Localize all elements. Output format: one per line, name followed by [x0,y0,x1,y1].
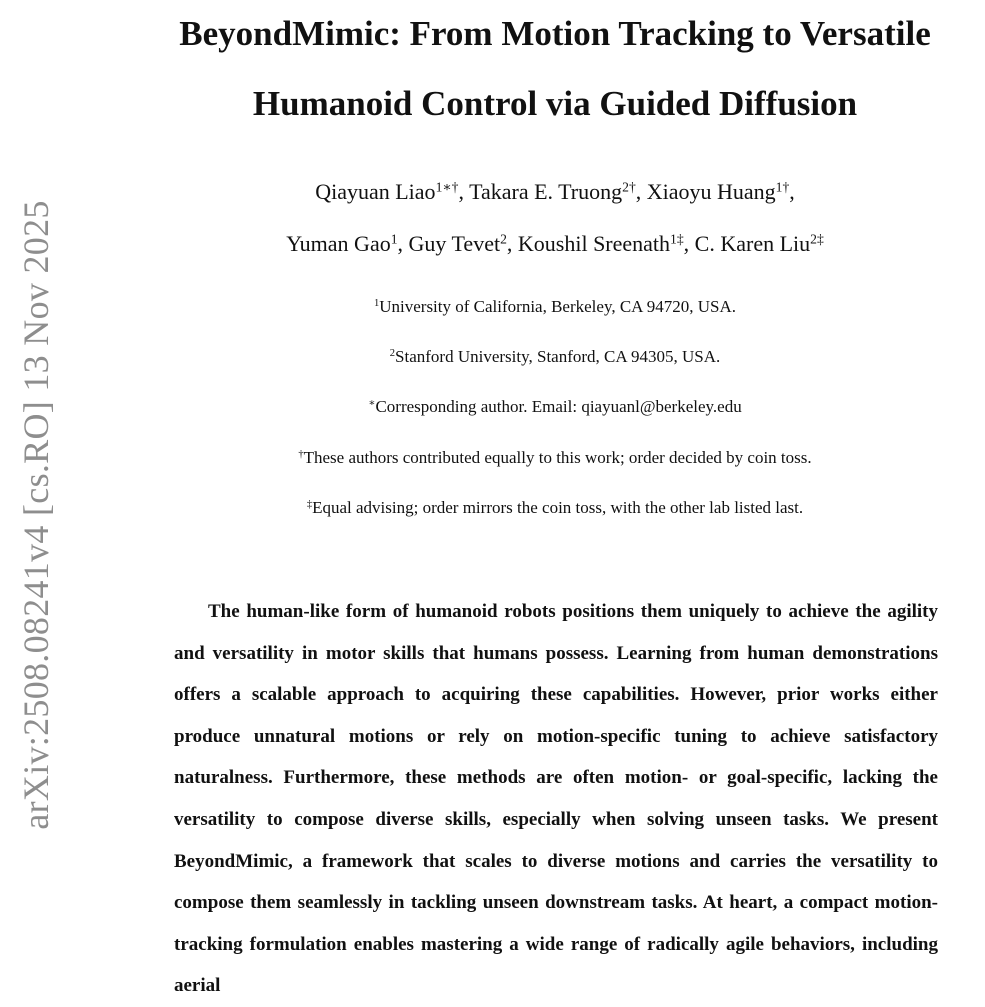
footnote-mark: ‡ [306,499,313,511]
author-name: Guy Tevet [408,231,501,256]
affiliation-text: Stanford University, Stanford, CA 94305, USA. [395,347,721,366]
affiliation-stanford [125,346,985,368]
author-mark: 2 [500,231,507,247]
author-mark: 2† [622,179,636,195]
author-name: Takara E. Truong [469,179,623,204]
title-line-1: BeyondMimic: From Motion Tracking to Versatile [179,14,931,53]
author-name: Yuman Gao [286,231,391,256]
equal-contribution-note [125,447,985,469]
title-line-2: Humanoid Control via Guided Diffusion [252,84,858,123]
author-name: Koushil Sreenath [517,231,671,256]
footnote-text: These authors contributed equally to this work; order decided by coin toss. [303,448,812,467]
footnote-text: Equal advising; order mirrors the coin toss, with the other lab listed last. [312,498,804,517]
author-separator: , [683,231,695,256]
footnote-text: Corresponding author. Email: qiayuanl@berkeley.edu [375,397,742,416]
author-separator: , [458,179,470,204]
paper-title [125,0,985,139]
author-separator: , [506,231,518,256]
affiliation-berkeley [125,296,985,318]
affiliation-mark: 2 [389,348,396,360]
abstract-text: The human-like form of humanoid robots positions them uniquely to achieve the agility and versatility in motor skills that humans possess. Learning from human demonstrations offers a scalable approach to acquiring these capabilities. However, prior works either produce unnatural motions or rely on motion-specific tuning to achieve satisfactory naturalness. Furthermore, these methods are often motion- or goal-specific, lacking the versatility to compose diverse skills, especially when solving unseen tasks. We present BeyondMimic, a framework that scales to diverse motions and carries the versatility to compose them seamlessly in tackling unseen downstream tasks. At heart, a compact motion-tracking formulation enables mastering a wide range of radically agile behaviors, including aerial [174,601,938,997]
author-mark: 1 [390,231,398,247]
author-mark: 2‡ [810,231,824,247]
author-separator: , [789,179,795,204]
affiliation-mark: 1 [373,298,380,310]
equal-advising-note [125,497,985,519]
author-mark: 1† [775,179,790,195]
author-list [125,166,985,270]
author-separator: , [397,231,409,256]
corresponding-author-note [125,396,985,418]
author-name: Xiaoyu Huang [646,179,776,204]
author-mark: 1∗† [435,179,459,195]
footnote-mark: † [298,449,304,461]
author-separator: , [635,179,647,204]
author-name: Qiayuan Liao [315,179,436,204]
author-mark: 1‡ [670,231,684,247]
arxiv-identifier: arXiv:2508.08241v4 [cs.RO] 13 Nov 2025 [16,200,56,830]
author-name: C. Karen Liu [694,231,811,256]
footnote-mark: ∗ [368,398,376,410]
affiliation-text: University of California, Berkeley, CA 94720, USA. [379,297,737,316]
